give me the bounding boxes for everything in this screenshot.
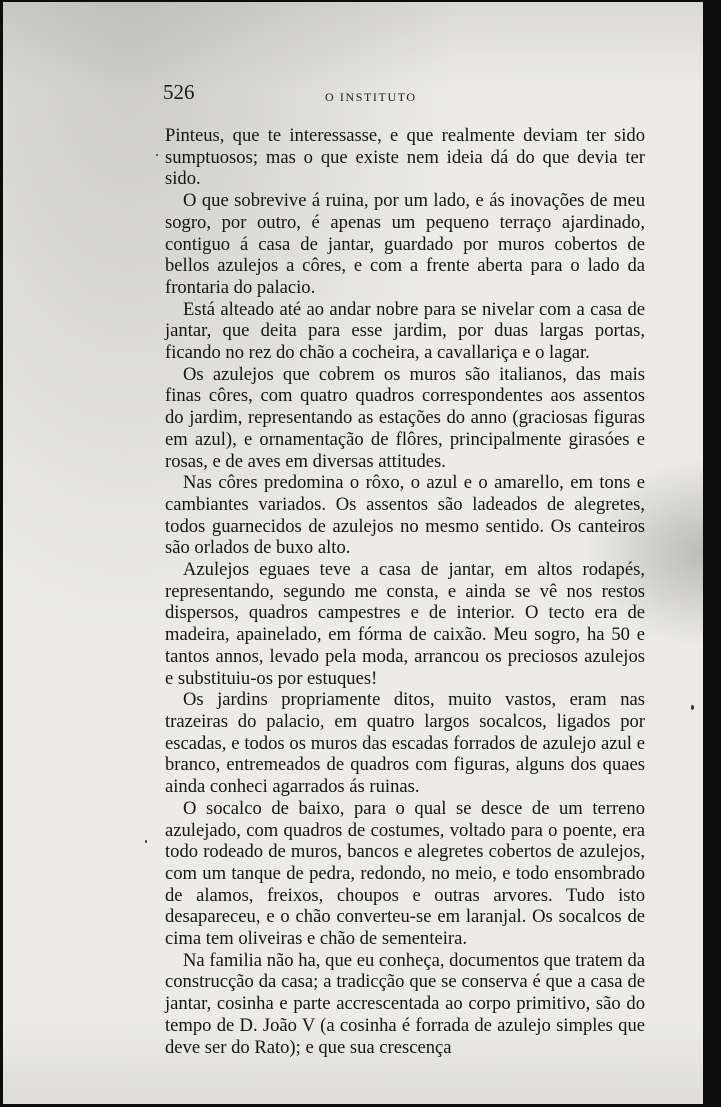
paragraph: Os jardins propriamente ditos, muito vastos, eram nas trazeiras do palacio, em quatro largos socalcos, ligados por escadas, e todos os muros das escadas forrados de azulejo azul e branco, entremeados de quadros com figuras, alguns dos quaes ainda conheci agarrados ás ruinas. [165,689,645,798]
page-number: 526 [163,80,195,104]
ink-speck [691,705,694,710]
paragraph: O socalco de baixo, para o qual se desce de um terreno azulejado, com quadros de costumes, voltado para o poente, era todo rodeado de muros, bancos e alegretes cobertos de azulejos, com um tanque de pedra, redondo, no meio, e todo ensombrado de alamos, freixos, choupos e outras arvores. Tudo isto desapareceu, e o chão converteu-se em laranjal. Os socalcos de cima tem oliveiras e chão de sementeira. [165,797,645,950]
paragraph: Azulejos eguaes teve a casa de jantar, em altos rodapés, representando, segundo me consta, e ainda se vê nos restos dispersos, quadros campestres e de interior. O tecto era de madeira, apainelado, em fórma de caixão. Meu sogro, ha 50 e tantos annos, levado pela moda, arrancou os preciosos azulejos e substituiu-os por estuques! [165,559,645,689]
paragraph: O que sobrevive á ruina, por um lado, e ás inovações de meu sogro, por outro, é apenas um pequeno terraço ajardinado, contiguo á casa de jantar, guardado por muros cobertos de bellos azulejos a côres, e com a frente aberta para o lado da frontaria do palacio. [165,190,645,298]
paragraph: Está alteado até ao andar nobre para se nivelar com a casa de jantar, que deita para esse jardim, por duas largas portas, ficando no rez do chão a cocheira, a cavallariça e o lagar. [165,298,645,364]
body-text [165,125,645,1058]
paragraph: Na familia não ha, que eu conheça, documentos que tratem da construcção da casa; a tradicção que se conserva é que a casa de jantar, cosinha e parte accrescentada ao corpo primitivo, são do tempo de D. João V (a cosinha é forrada de azulejo simples que deve ser do Rato); e que sua crescença [165,949,645,1058]
paragraph: Os azulejos que cobrem os muros são italianos, das mais finas côres, com quatro quadros correspondentes aos assentos do jardim, representando as estações do anno (graciosas figuras em azul), e ornamentação de flôres, principalmente girasóes e rosas, e de aves em diversas attitudes. [165,363,645,472]
paragraph: Nas côres predomina o rôxo, o azul e o amarello, em tons e cambiantes variados. Os assentos são ladeados de alegretes, todos guarnecidos de azulejos no mesmo sentido. Os canteiros são orlados de buxo alto. [165,472,645,559]
ink-speck [145,840,147,843]
scanned-page [3,2,703,1104]
ink-speck [156,154,158,156]
paragraph: Pinteus, que te interessasse, e que realmente deviam ter sido sumptuosos; mas o que existe nem ideia dá do que devia ter sido. [165,125,645,190]
running-title: O INSTITUTO [325,90,417,104]
